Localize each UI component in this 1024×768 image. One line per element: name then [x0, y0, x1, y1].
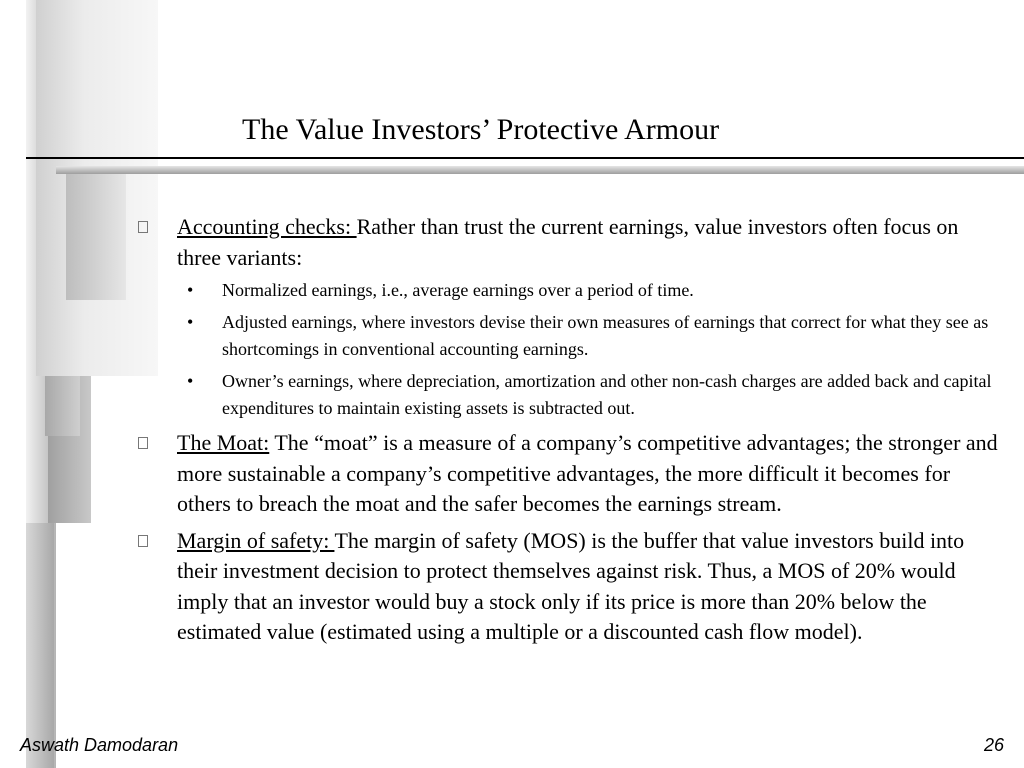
- decor-bar: [26, 523, 54, 768]
- sub-bullet-text: Adjusted earnings, where investors devise their own measures of earnings that correct for what they see as shortcomings in conventional accounting earnings.: [222, 312, 989, 359]
- sub-bullet-text: Owner’s earnings, where depreciation, amortization and other non-cash charges are added back and capital expenditures to maintain existing assets is subtracted out.: [222, 371, 992, 418]
- bullet-marker-icon: [138, 437, 148, 449]
- sub-bullet-text: Normalized earnings, i.e., average earnings over a period of time.: [222, 280, 694, 300]
- bullet-lead: Margin of safety:: [177, 527, 335, 553]
- bullet-the-moat: [138, 428, 998, 520]
- sub-bullet: [177, 368, 998, 422]
- sub-bullet-list: [177, 277, 998, 422]
- bullet-text: The margin of safety (MOS) is the buffer that value investors build into their investment decision to protect themselves against risk. Thus, a MOS of 20% would imply that an investor would buy a stock only if its price is more than 20% below the estimated value (estimated using a multiple or a discounted cash flow model).: [177, 527, 965, 644]
- bullet-text: The “moat” is a measure of a company’s competitive advantages; the stronger and more sustainable a company’s competitive advantages, the more difficult it becomes for others to breach the moat and the safer becomes the earnings stream.: [177, 430, 998, 516]
- footer-page-number: 26: [983, 735, 1004, 755]
- bullet-dot-icon: •: [187, 280, 194, 300]
- bullet-margin-of-safety: [138, 526, 998, 648]
- bullet-dot-icon: •: [187, 312, 194, 332]
- sub-bullet: [177, 277, 998, 304]
- title-divider-shadow: [56, 166, 1024, 174]
- bullet-marker-icon: [138, 535, 148, 547]
- decor-bar: [45, 376, 80, 436]
- bullet-marker-icon: [138, 221, 148, 233]
- slide-title: The Value Investors’ Protective Armour: [242, 113, 720, 146]
- decor-bar: [66, 168, 126, 300]
- bullet-lead: Accounting checks:: [177, 214, 357, 239]
- bullet-lead: The Moat:: [177, 430, 270, 455]
- bullet-dot-icon: •: [187, 371, 194, 391]
- bullet-text: Rather than trust the current earnings, value investors often focus on three variants:: [177, 214, 959, 270]
- sub-bullet: [177, 309, 998, 363]
- bullet-accounting-checks: [138, 212, 998, 422]
- footer-author: Aswath Damodaran: [20, 735, 179, 755]
- slide-body: [138, 212, 998, 648]
- title-divider: [26, 157, 1024, 159]
